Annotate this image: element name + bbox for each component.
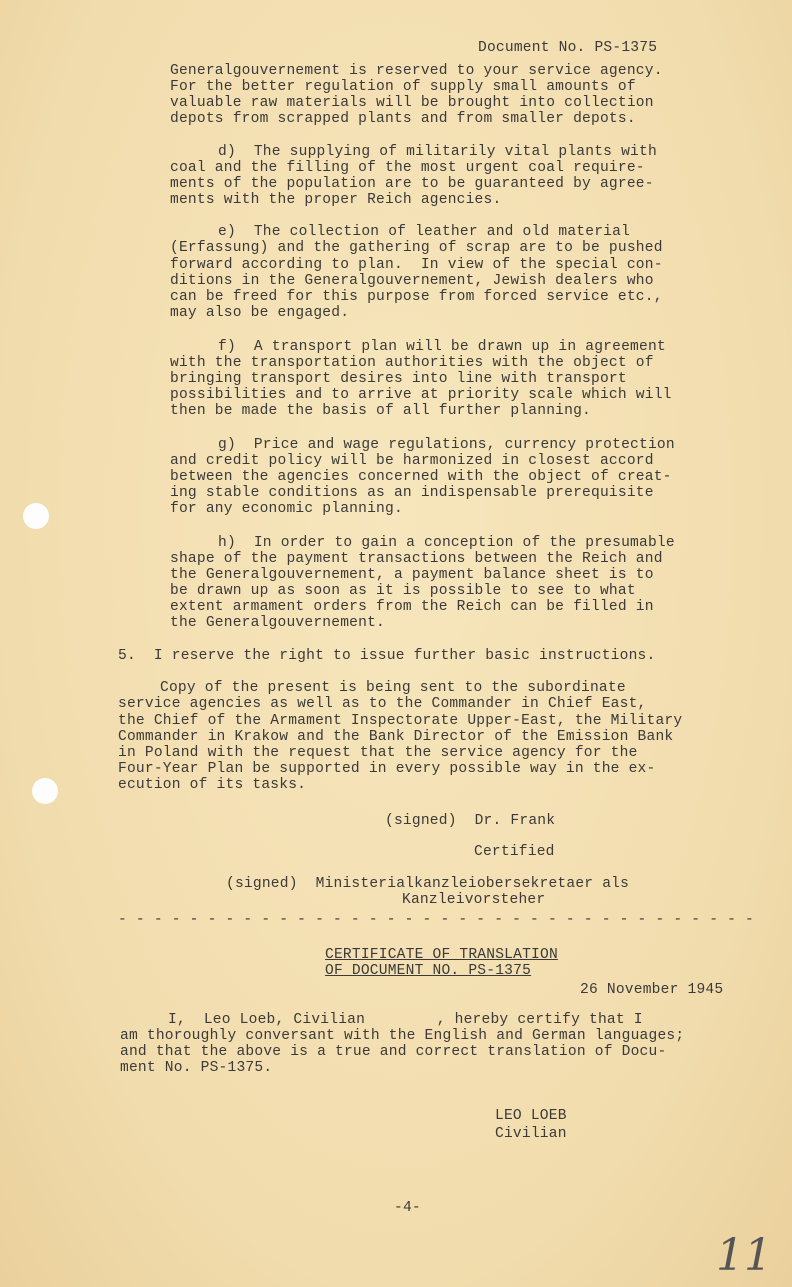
certificate-line: ment No. PS-1375. bbox=[120, 1060, 273, 1076]
para-g-line: for any economic planning. bbox=[170, 501, 403, 517]
certificate-line: I, Leo Loeb, Civilian , hereby certify that I bbox=[168, 1012, 643, 1028]
copy-line: in Poland with the request that the service agency for the bbox=[118, 745, 638, 761]
signer-name: LEO LOEB bbox=[495, 1108, 567, 1124]
para-g-line: between the agencies concerned with the object of creat- bbox=[170, 469, 672, 485]
punch-hole-bottom bbox=[32, 778, 58, 804]
para-c-line: For the better regulation of supply small amounts of bbox=[170, 79, 636, 95]
para-g-line: and credit policy will be harmonized in closest accord bbox=[170, 453, 654, 469]
para-h-line: the Generalgouvernement, a payment balance sheet is to bbox=[170, 567, 654, 583]
para-f-line: bringing transport desires into line with transport bbox=[170, 371, 627, 387]
certificate-line: and that the above is a true and correct translation of Docu- bbox=[120, 1044, 667, 1060]
para-h-line: h) In order to gain a conception of the presumable bbox=[218, 535, 675, 551]
para-e-line: forward according to plan. In view of the special con- bbox=[170, 257, 663, 273]
para-f-line: with the transportation authorities with the object of bbox=[170, 355, 654, 371]
copy-line: Four-Year Plan be supported in every possible way in the ex- bbox=[118, 761, 656, 777]
para-h-line: extent armament orders from the Reich can be filled in bbox=[170, 599, 654, 615]
para-g-line: ing stable conditions as an indispensable prerequisite bbox=[170, 485, 654, 501]
para-e-line: may also be engaged. bbox=[170, 305, 350, 321]
page-number: -4- bbox=[394, 1200, 421, 1216]
certified-label: Certified bbox=[474, 844, 555, 860]
separator-line: - - - - - - - - - - - - - - - - - - - - - - - - - - - - - - - - - - - - bbox=[118, 912, 754, 928]
para-d-line: coal and the filling of the most urgent coal require- bbox=[170, 160, 645, 176]
para-f-line: f) A transport plan will be drawn up in agreement bbox=[218, 339, 666, 355]
para-c-line: valuable raw materials will be brought into collection bbox=[170, 95, 654, 111]
certificate-date: 26 November 1945 bbox=[580, 982, 724, 998]
kanzlei-title: Kanzleivorsteher bbox=[402, 892, 546, 908]
para-g-line: g) Price and wage regulations, currency protection bbox=[218, 437, 675, 453]
copy-line: Copy of the present is being sent to the subordinate bbox=[160, 680, 626, 696]
para-c-line: depots from scrapped plants and from smaller depots. bbox=[170, 111, 636, 127]
para-f-line: then be made the basis of all further planning. bbox=[170, 403, 592, 419]
signature-ministerial: (signed) Ministerialkanzleiobersekretaer als bbox=[226, 876, 630, 892]
copy-line: Commander in Krakow and the Bank Director of the Emission Bank bbox=[118, 729, 674, 745]
certificate-line: am thoroughly conversant with the English and German languages; bbox=[120, 1028, 685, 1044]
copy-line: service agencies as well as to the Commander in Chief East, bbox=[118, 696, 647, 712]
certificate-subtitle: OF DOCUMENT NO. PS-1375 bbox=[325, 963, 532, 979]
para-c-line: Generalgouvernement is reserved to your service agency. bbox=[170, 63, 663, 79]
para-d-line: d) The supplying of militarily vital plants with bbox=[218, 144, 657, 160]
para-e-line: e) The collection of leather and old material bbox=[218, 224, 631, 240]
punch-hole-top bbox=[23, 503, 49, 529]
para-h-line: be drawn up as soon as it is possible to see to what bbox=[170, 583, 636, 599]
para-e-line: ditions in the Generalgouvernement, Jewish dealers who bbox=[170, 273, 654, 289]
handwritten-mark: 11 bbox=[716, 1230, 772, 1281]
para-e-line: can be freed for this purpose from forced service etc., bbox=[170, 289, 663, 305]
para-d-line: ments of the population are to be guaranteed by agree- bbox=[170, 176, 654, 192]
document-reference: Document No. PS-1375 bbox=[478, 40, 658, 56]
signer-title: Civilian bbox=[495, 1126, 567, 1142]
para-d-line: ments with the proper Reich agencies. bbox=[170, 192, 502, 208]
signature-frank: (signed) Dr. Frank bbox=[385, 813, 556, 829]
item-5: 5. I reserve the right to issue further basic instructions. bbox=[118, 648, 656, 664]
certificate-title: CERTIFICATE OF TRANSLATION bbox=[325, 947, 558, 963]
para-f-line: possibilities and to arrive at priority scale which will bbox=[170, 387, 672, 403]
para-e-line: (Erfassung) and the gathering of scrap are to be pushed bbox=[170, 240, 663, 256]
para-h-line: the Generalgouvernement. bbox=[170, 615, 385, 631]
copy-line: ecution of its tasks. bbox=[118, 777, 307, 793]
para-h-line: shape of the payment transactions between the Reich and bbox=[170, 551, 663, 567]
copy-line: the Chief of the Armament Inspectorate Upper-East, the Military bbox=[118, 713, 683, 729]
